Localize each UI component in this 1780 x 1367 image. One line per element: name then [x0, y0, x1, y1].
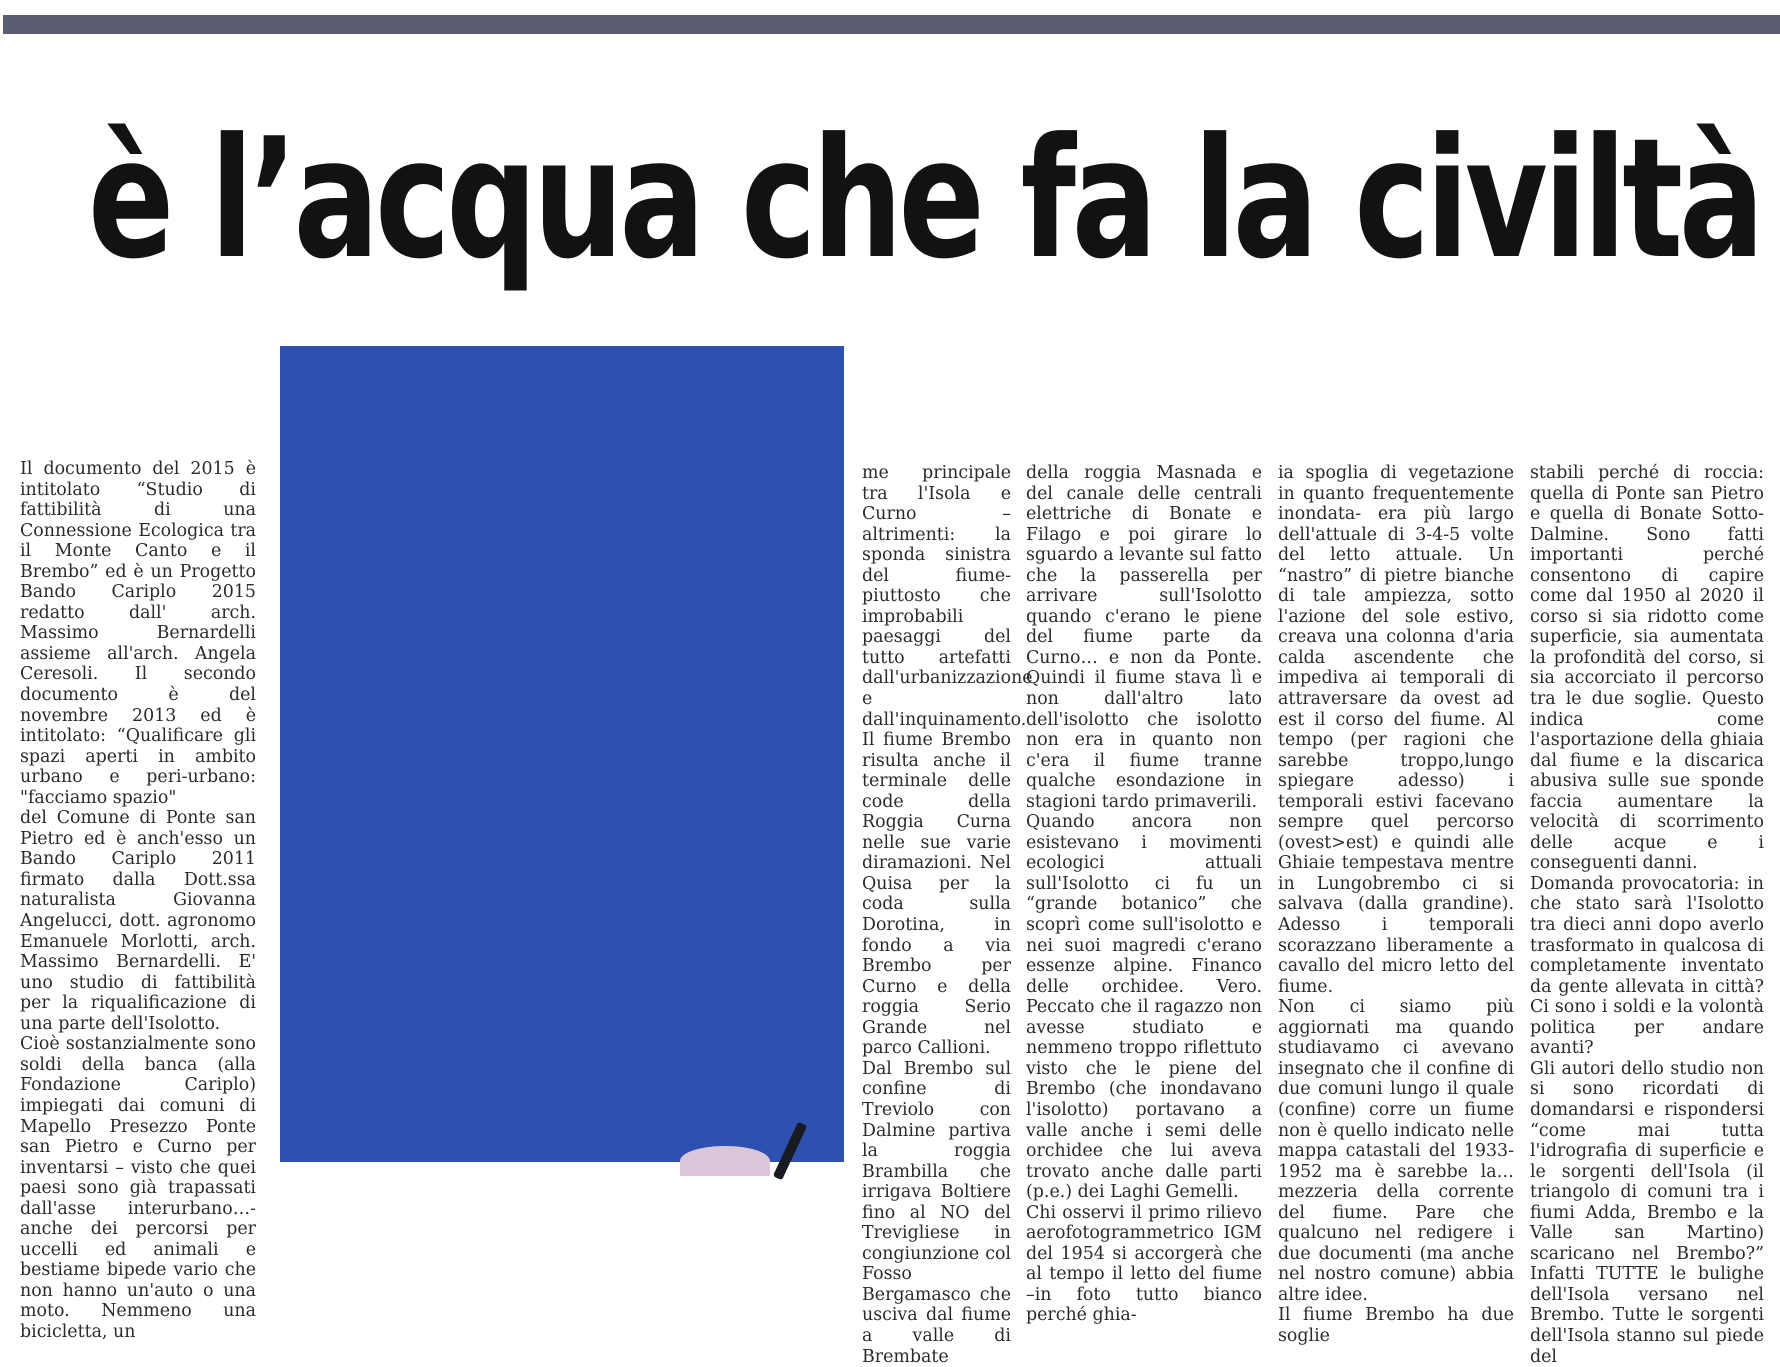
- article-column-2: [862, 463, 1033, 1367]
- paragraph: Non ci siamo più aggiornati ma quando studiavamo ci avevano insegnato che il confine di due comuni lungo il quale (confine) corre un fiume non è quello indicato nelle mappa catastali del 1933-1952 ma è sarebbe la… mezzeria della corrente del fiume. Pare che qualcuno nel redigere i due documenti (ma anche nel nostro comune) abbia altre idee.: [1278, 997, 1514, 1305]
- paragraph: Chi osservi il primo rilievo aerofotogrammetrico IGM del 1954 si accorgerà che al tempo il letto del fiume –in foto tutto bianco perché ghia-: [1026, 1202, 1262, 1326]
- paragraph: Cioè sostanzialmente sono soldi della banca (alla Fondazione Cariplo) impiegati dai comuni di Mapello Presezzo Ponte san Pietro e Curno per inventarsi – visto che quei paesi sono già trapassati dall'asse interurbano…- anche dei percorsi per uccelli ed animali e bestiame bipede vario che non hanno un'auto o una moto. Nemmeno una bicicletta, un: [20, 1034, 256, 1342]
- paragraph: della roggia Masnada e del canale delle centrali elettriche di Bonate e Filago e poi girare lo sguardo a levante sul fatto che la passerella per arrivare sull'Isolotto quando c'erano le piene del fiume parte da Curno… e non da Ponte. Quindi il fiume stava lì e non dall'altro lato dell'isolotto che isolotto non era in quanto non c'era il fiume tranne qualche esondazione in stagioni tardo primaverili.: [1026, 463, 1262, 812]
- paragraph: del Comune di Ponte san Pietro ed è anch'esso un Bando Cariplo 2011 firmato dalla Dott.ssa naturalista Giovanna Angelucci, dott. agronomo Emanuele Morlotti, arch. Massimo Bernardelli. E' uno studio di fattibilità per la riqualificazione di una parte dell'Isolotto.: [20, 808, 256, 1034]
- paragraph: Il documento del 2015 è intitolato “Studio di fattibilità di una Connessione Ecologica tra il Monte Canto e il Brembo” ed è un Progetto Bando Cariplo 2015 redatto dall' arch. Massimo Bernardelli assieme all'arch. Angela Ceresoli. Il secondo documento è del novembre 2013 ed è intitolato: “Qualificare gli spazi aperti in ambito urbano e peri-urbano: "facciamo spazio": [20, 459, 256, 808]
- photo-boat-sail: [680, 1146, 770, 1176]
- paragraph: Il fiume Brembo risulta anche il terminale delle code della Roggia Curna nelle sue varie diramazioni. Nel Quisa per la coda sulla Dorotina, in fondo a via Brembo per Curno e della roggia Serio Grande nel parco Callioni.: [862, 730, 1011, 1059]
- paragraph: Il fiume Brembo ha due soglie: [1278, 1305, 1514, 1346]
- paragraph: Dal Brembo sul confine di Treviolo con Dalmine partiva la roggia Brambilla che irrigava Boltiere fino al NO del Trevigliese in congiunzione col Fosso Bergamasco che usciva dal fiume a valle di Brembate: [862, 1058, 1011, 1367]
- paragraph: Gli autori dello studio non si sono ricordati di domandarsi e rispondersi “come mai tutta l'idrografia di superficie e le sorgenti dell'Isola (il triangolo di comuni tra i fiumi Adda, Brembo e la Valle san Martino) scaricano nel Brembo?” Infatti TUTTE le bulighe dell'Isola versano nel Brembo. Tutte le sorgenti dell'Isola stanno sul piede del: [1530, 1058, 1764, 1367]
- top-color-bar: [3, 15, 1780, 34]
- paragraph: stabili perché di roccia: quella di Ponte san Pietro e quella di Bonate Sotto-Dalmine. Sono fatti importanti perché consentono di capire come dal 1950 al 2020 il corso si sia ridotto come superficie, sia aumentata la profondità del corso, si sia accorciato il percorso tra le due soglie. Questo indica come l'asportazione della ghiaia dal fiume e la discarica abusiva sulle sue sponde faccia aumentare la velocità di scorrimento delle acque e i conseguenti danni.: [1530, 463, 1764, 874]
- article-photo: [280, 346, 844, 1162]
- article-column-1: [20, 459, 256, 1342]
- headline: è l’acqua che fa la civiltà: [88, 104, 1761, 297]
- paragraph: Domanda provocatoria: in che stato sarà l'Isolotto tra dieci anni dopo averlo trasformato in qualcosa di completamente inventato da gente allevata in città? Ci sono i soldi e la volontà politica per andare avanti?: [1530, 873, 1764, 1059]
- photo-boat-mast: [773, 1122, 807, 1181]
- paragraph: Quando ancora non esistevano i movimenti ecologici attuali sull'Isolotto ci fu un “grande botanico” che scoprì come sull'isolotto e nei suoi magredi c'erano essenze alpine. Financo delle orchidee. Vero. Peccato che il ragazzo non avesse studiato e nemmeno troppo riflettuto visto che le piene del Brembo (che inondavano l'isolotto) portavano a valle anche i semi delle orchidee che lui aveva trovato anche dalle parti (p.e.) dei Laghi Gemelli.: [1026, 812, 1262, 1203]
- article-column-5: [1530, 463, 1764, 1367]
- paragraph: ia spoglia di vegetazione in quanto frequentemente inondata- era più largo dell'attuale di 3-4-5 volte del letto attuale. Un “nastro” di pietre bianche di tale ampiezza, sotto l'azione del sole estivo, creava una colonna d'aria calda ascendente che impediva ai temporali di attraversare da ovest ad est il corso del fiume. Al tempo (per ragioni che sarebbe troppo,lungo spiegare adesso) i temporali estivi facevano sempre quel percorso (ovest>est) e quindi alle Ghiaie tempestava mentre in Lungobrembo ci si salvava (dalla grandine). Adesso i temporali scorazzano liberamente a cavallo del micro letto del fiume.: [1278, 463, 1514, 997]
- article-column-3: [1026, 463, 1262, 1326]
- paragraph: me principale tra l'Isola e Curno –altrimenti: la sponda sinistra del fiume- piuttosto che improbabili paesaggi del tutto artefatti dall'urbanizzazione e dall'inquinamento.: [862, 463, 1033, 730]
- article-column-4: [1278, 463, 1514, 1346]
